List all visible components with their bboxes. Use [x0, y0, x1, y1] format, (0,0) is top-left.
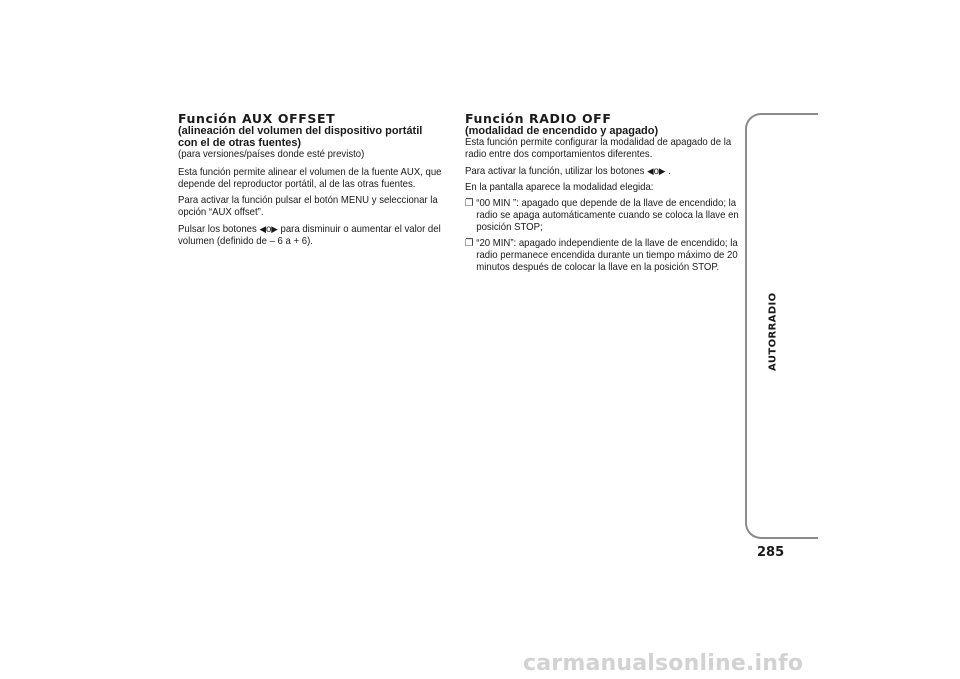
list-item — [465, 198, 745, 234]
section-label: AUTORRADIO — [767, 292, 779, 372]
checkbox-bullet-icon: ❐ — [465, 238, 474, 249]
aux-offset-paragraph-1: Esta función permite alinear el volumen de la fuente AUX, que depende del reproductor portátil, al de las otras fuentes. — [178, 167, 442, 190]
left-column — [178, 113, 450, 252]
radio-off-paragraph-1: Esta función permite configurar la modalidad de apagado de la radio entre dos comportamientos diferentes. — [465, 137, 732, 160]
left-arrow-icon: ◀ — [647, 166, 654, 176]
page-number: 285 — [757, 545, 785, 560]
radio-off-title: Función RADIO OFF — [465, 111, 612, 126]
checkbox-bullet-icon: ❐ — [465, 198, 474, 209]
radio-off-p2-end: . — [668, 166, 671, 177]
right-arrow-icon: ▶ — [658, 166, 666, 176]
aux-offset-subtitle: (alineación del volumen del dispositivo portátil con el de otras fuentes) — [178, 125, 423, 149]
radio-off-paragraph-2 — [465, 165, 734, 178]
aux-offset-title: Función AUX OFFSET — [178, 111, 336, 126]
section-tab — [745, 113, 818, 539]
right-arrow-icon: ▶ — [271, 224, 278, 234]
aux-offset-p3-end: para disminuir o aumentar el valor del volumen (definido de – 6 a + 6). — [178, 224, 441, 247]
list-item — [465, 238, 745, 274]
list-item-text: “00 MIN ”: apagado que depende de la llave de encendido; la radio se apaga automáticamente cuando se coloca la llave en posición STOP; — [476, 198, 739, 233]
aux-offset-paragraph-2: Para activar la función pulsar el botón MENU y seleccionar la opción “AUX offset”. — [178, 195, 438, 218]
left-arrow-icon: ◀ — [259, 224, 266, 234]
watermark: carmanualsonline.info — [523, 651, 804, 676]
radio-off-subtitle: (modalidad de encendido y apagado) — [465, 125, 659, 137]
radio-off-p2-or: o — [653, 166, 659, 177]
aux-offset-paragraph-3 — [178, 223, 449, 248]
list-item-text: “20 MIN”: apagado independiente de la llave de encendido; la radio permanece encendida durante un tiempo máximo de 20 minutos después de colocar la llave en la posición STOP. — [476, 238, 738, 273]
radio-off-p2-start: Para activar la función, utilizar los botones — [465, 166, 645, 177]
aux-offset-note: (para versiones/países donde esté previsto) — [178, 149, 365, 160]
radio-off-paragraph-3: En la pantalla aparece la modalidad elegida: — [465, 182, 654, 193]
radio-off-options-list — [465, 198, 739, 274]
aux-offset-p3-or: o — [265, 224, 272, 235]
right-column — [465, 111, 739, 278]
aux-offset-p3-start: Pulsar los botones — [178, 224, 257, 235]
